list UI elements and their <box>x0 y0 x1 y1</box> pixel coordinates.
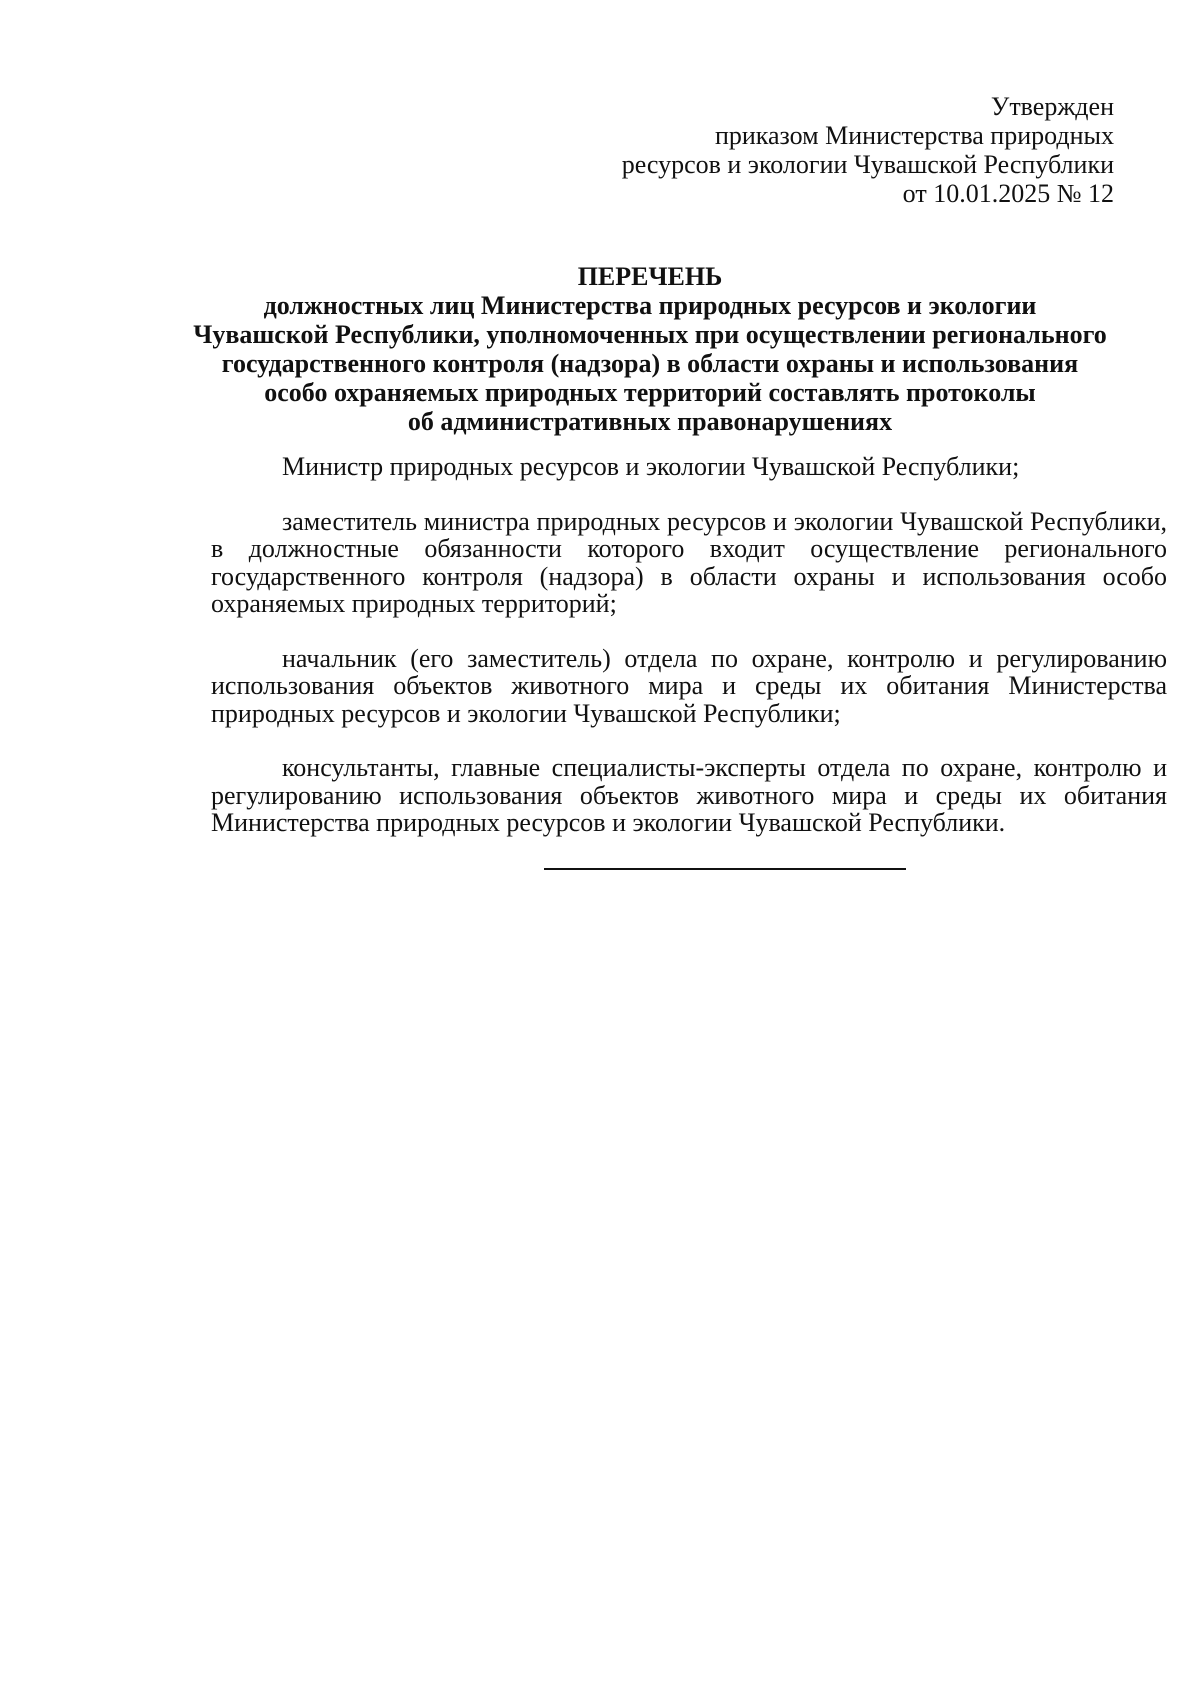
list-item: консультанты, главные специалисты-эксперты отдела по охране, контролю и регулированию использования объектов животного мира и среды их обитания Министерства природных ресурсов и экологии Чувашской Республики. <box>211 753 1167 837</box>
title-subtitle-line: об административных правонарушениях <box>407 407 893 436</box>
list-item: заместитель министра природных ресурсов и экологии Чувашской Республики, в должностные обязанности которого входит осуществление регионального государственного контроля (надзора) в области охраны и использования особо охраняемых природных территорий; <box>211 506 1167 618</box>
list-item: начальник (его заместитель) отдела по охране, контролю и регулированию использования объектов животного мира и среды их обитания Министерства природных ресурсов и экологии Чувашской Республики; <box>211 643 1167 728</box>
list-item: Министр природных ресурсов и экологии Чувашской Республики; <box>282 452 1020 481</box>
title-subtitle-line: Чувашской Республики, уполномоченных при осуществлении регионального <box>193 320 1107 349</box>
title-subtitle-line: должностных лиц Министерства природных ресурсов и экологии <box>263 291 1037 320</box>
approval-line: ресурсов и экологии Чувашской Республики <box>621 150 1114 179</box>
approval-order-number: от 10.01.2025 № 12 <box>902 179 1114 208</box>
title-subtitle-line: государственного контроля (надзора) в области охраны и использования <box>221 349 1079 378</box>
title-heading: ПЕРЕЧЕНЬ <box>577 262 723 291</box>
approval-stamp <box>554 92 1114 208</box>
title-subtitle-line: особо охраняемых природных территорий составлять протоколы <box>264 378 1036 407</box>
officials-list <box>211 453 1167 864</box>
approval-line: Утвержден <box>990 92 1114 121</box>
approval-line: приказом Министерства природных <box>714 121 1114 150</box>
document-title <box>150 262 1150 436</box>
end-divider <box>544 868 906 870</box>
